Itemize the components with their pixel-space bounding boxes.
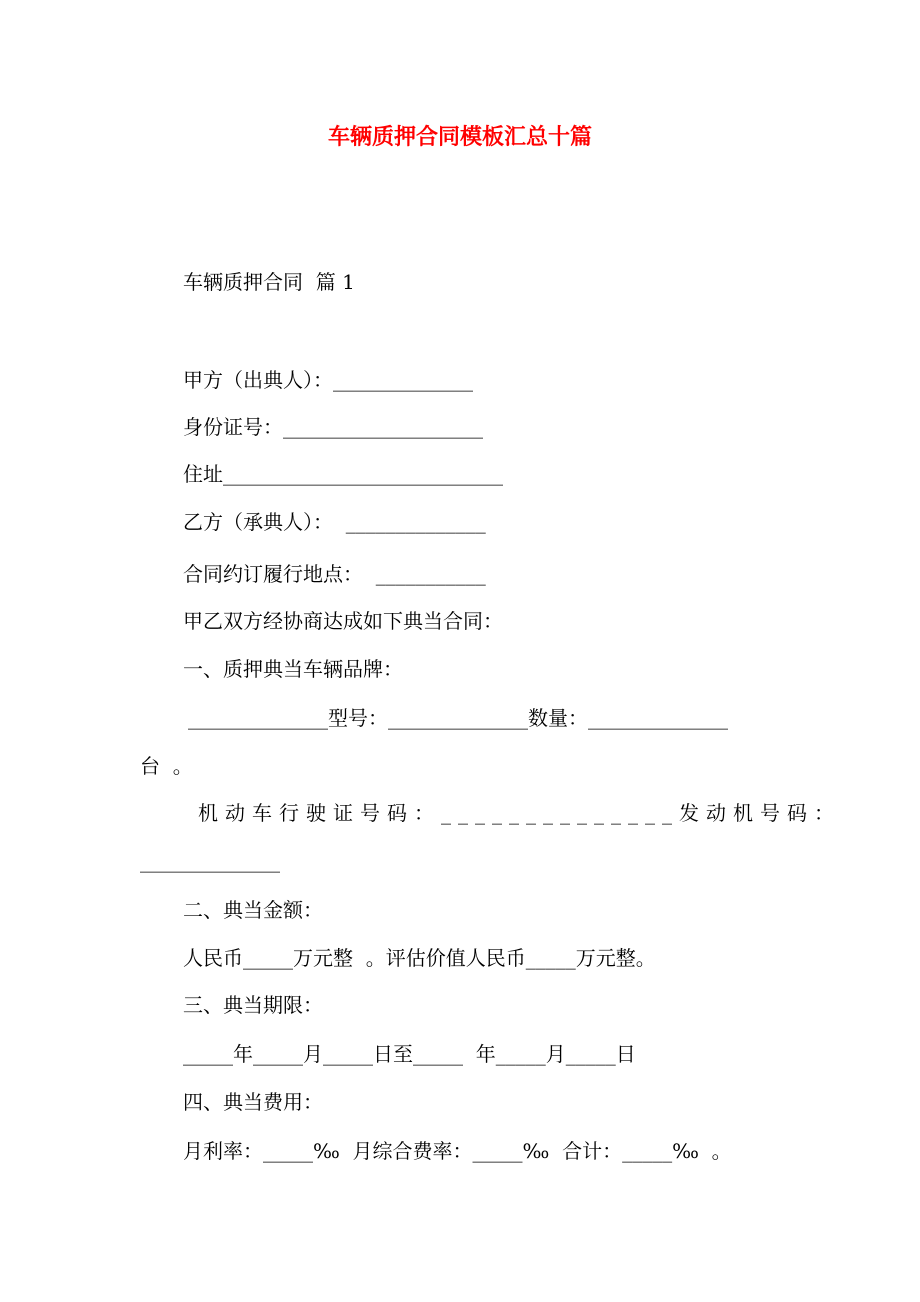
item3-period-line: _____年_____月_____日至_____ 年_____月_____日 [183,1042,636,1066]
item3-heading: 三、典当期限： [183,993,323,1017]
item1-unit-line: 台 。 [140,754,193,778]
section-heading: 车辆质押合同 篇 1 [183,270,355,294]
intro-line: 甲乙双方经协商达成如下典当合同： [183,609,503,633]
item2-heading: 二、典当金额： [183,898,323,922]
item1-heading: 一、质押典当车辆品牌： [183,657,403,681]
item4-fees-line: 月利率：_____‰ 月综合费率：_____‰ 合计：_____‰ 。 [183,1139,732,1163]
document-title: 车辆质押合同模板汇总十篇 [327,124,592,150]
item1-brand-line: ______________型号：______________数量：______________ [188,706,728,730]
item1-engine-blank: ______________ [140,849,280,873]
address-line: 住址____________________________ [183,462,503,486]
item1-license-line: 机动车行驶证号码：______________发动机号码： [198,801,841,825]
contract-place-line: 合同约订履行地点： ___________ [183,562,486,586]
id-number-line: 身份证号：____________________ [183,415,483,439]
item2-amount-line: 人民币_____万元整 。评估价值人民币_____万元整。 [183,946,656,970]
party-a-line: 甲方（出典人）：______________ [183,368,473,392]
item4-heading: 四、典当费用： [183,1090,323,1114]
party-b-line: 乙方（承典人）： ______________ [183,510,486,534]
